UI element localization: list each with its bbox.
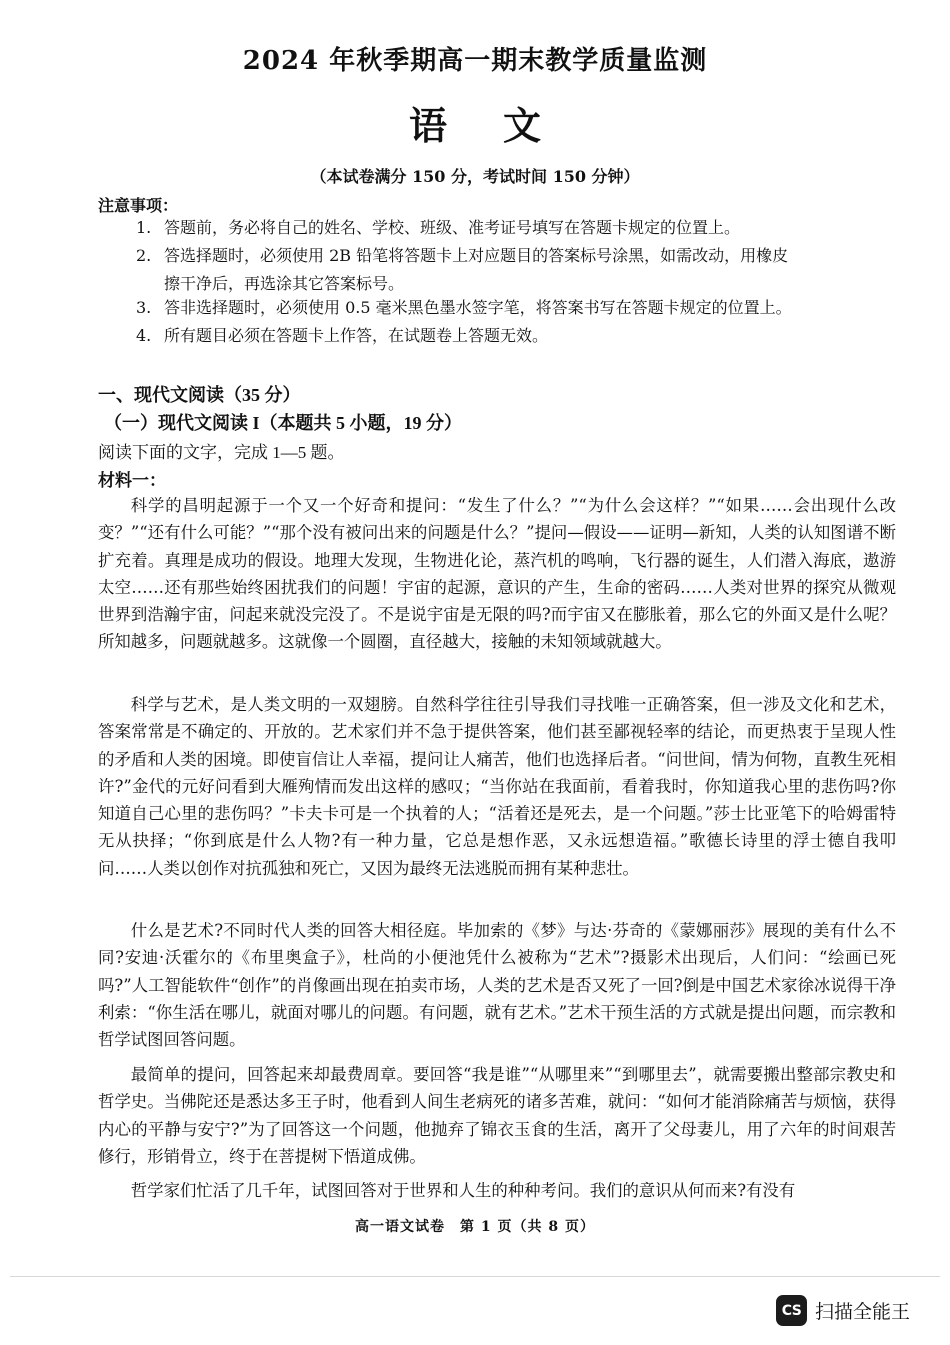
note-text: 所有题目必须在答题卡上作答，在试题卷上答题无效。 [164, 326, 549, 345]
note-number: 4. [136, 326, 152, 345]
note-number: 3. [136, 298, 152, 317]
note-item [136, 294, 892, 322]
note-text-continued: 擦干净后，再选涂其它答案标号。 [164, 274, 405, 293]
note-number: 2. [136, 246, 152, 265]
reading-instruction: 阅读下面的文字，完成 1—5 题。 [98, 443, 345, 462]
note-number: 1. [136, 218, 152, 237]
watermark-text: 扫描全能王 [815, 1301, 911, 1323]
note-item [136, 322, 892, 350]
scan-edge-divider [10, 1276, 940, 1277]
note-text: 答题前，务必将自己的姓名、学校、班级、准考证号填写在答题卡规定的位置上。 [164, 218, 741, 237]
passage-paragraph: 科学与艺术，是人类文明的一双翅膀。自然科学往往引导我们寻找唯一正确答案，但一涉及文化和艺术，答案常常是不确定的、开放的。艺术家们并不急于提供答案，他们甚至鄙视轻率的结论，而更热衷于呈现人性的矛盾和人类的困境。即使盲信让人幸福，提问让人痛苦，他们也选择后者。“问世间，情为何物，直教生死相许?”金代的元好问看到大雁殉情而发出这样的感叹；“当你站在我面前，看着我时，你知道我心里的悲伤吗?你知道自己心里的悲伤吗？”卡夫卡可是一个执着的人；“活着还是死去，是一个问题。”莎士比亚笔下的哈姆雷特无从抉择；“你到底是什么人物?有一种力量，它总是想作恶，又永远想造福。”歌德长诗里的浮士德自我叩问……人类以创作对抗孤独和死亡，又因为最终无法逃脱而拥有某种悲壮。 [98, 695, 896, 878]
note-text: 答非选择题时，必须使用 0.5 毫米黑色墨水签字笔，将答案书写在答题卡规定的位置上。 [164, 298, 792, 317]
exam-info: （本试卷满分 150 分，考试时间 150 分钟） [310, 167, 640, 186]
note-text: 答选择题时，必须使用 2B 铅笔将答题卡上对应题目的答案标号涂黑，如需改动，用橡皮 [164, 246, 789, 265]
exam-title: 2024 年秋季期高一期末教学质量监测 [242, 46, 708, 76]
material-label: 材料一： [98, 471, 166, 491]
passage-paragraph: 最简单的提问，回答起来却最费周章。要回答“我是谁”“从哪里来”“到哪里去”，就需要搬出整部宗教史和哲学史。当佛陀还是悉达多王子时，他看到人间生老病死的诸多苦难，就问：“如何才能消除痛苦与烦恼，获得内心的平静与安宁?”为了回答这一个问题，他抛弃了锦衣玉食的生活，离开了父母妻儿，用了六年的时间艰苦修行，形销骨立，终于在菩提树下悟道成佛。 [98, 1065, 896, 1166]
subject-title: 语文 [408, 103, 597, 148]
subsection-heading: （一）现代文阅读 I（本题共 5 小题，19 分） [104, 413, 463, 433]
note-item [136, 214, 892, 242]
passage-paragraph: 科学的昌明起源于一个又一个好奇和提问：“发生了什么？”“为什么会这样？”“如果……会出现什么改变？”“还有什么可能？”“那个没有被问出来的问题是什么？”提问—假设——证明—新知，人类的认知图谱不断扩充着。真理是成功的假设。地理大发现，生物进化论，蒸汽机的鸣响，飞行器的诞生，人们潜入海底，遨游太空……还有那些始终困扰我们的问题！宇宙的起源，意识的产生，生命的密码……人类对世界的探究从微观世界到浩瀚宇宙，问起来就没完没了。不是说宇宙是无限的吗?而宇宙又在膨胀着，那么它的外面又是什么呢？所知越多，问题就越多。这就像一个圆圈，直径越大，接触的未知领域就越大。 [98, 496, 896, 652]
notes-heading: 注意事项： [98, 196, 179, 215]
camscanner-logo-icon: CS [776, 1295, 807, 1326]
passage-paragraph: 哲学家们忙活了几千年，试图回答对于世界和人生的种种考问。我们的意识从何而来?有没有 [130, 1181, 796, 1200]
section-heading: 一、现代文阅读（35 分） [98, 385, 301, 405]
page-footer: 高一语文试卷 第 1 页（共 8 页） [355, 1219, 595, 1235]
scanner-watermark [776, 1295, 910, 1326]
passage-paragraph: 什么是艺术?不同时代人类的回答大相径庭。毕加索的《梦》与达·芬奇的《蒙娜丽莎》展现的美有什么不同?安迪·沃霍尔的《布里奥盒子》，杜尚的小便池凭什么被称为“艺术”?摄影术出现后，人们问：“绘画已死吗?”人工智能软件“创作”的肖像画出现在拍卖市场，人类的艺术是否又死了一回?倒是中国艺术家徐冰说得干净利索：“你生活在哪儿，就面对哪儿的问题。有问题，就有艺术。”艺术干预生活的方式就是提出问题，而宗教和哲学试图回答问题。 [98, 921, 896, 1050]
note-item [136, 242, 892, 298]
